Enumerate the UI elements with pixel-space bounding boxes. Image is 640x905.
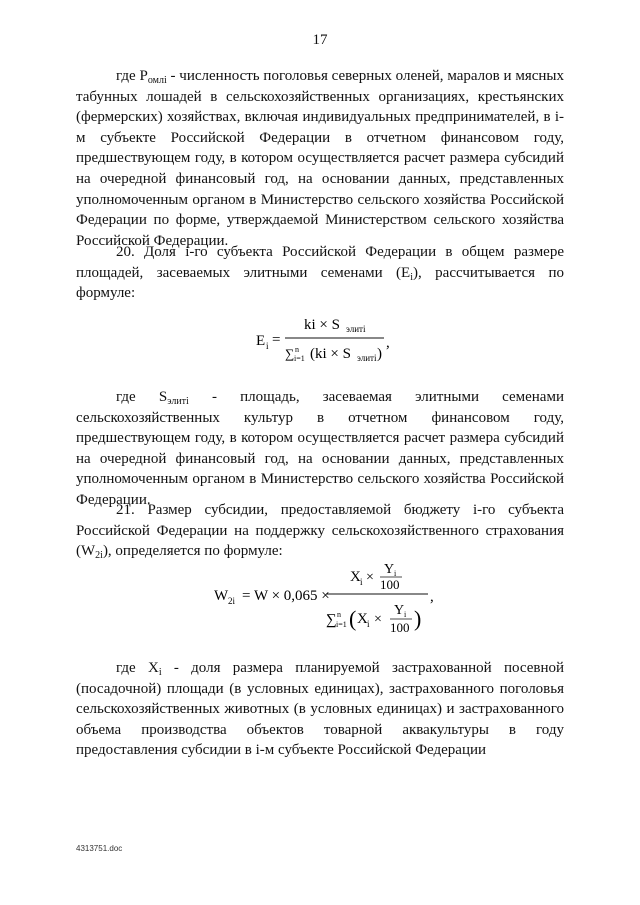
- formula1-lhs-sub: i: [266, 341, 269, 351]
- formula1-sum-top: n: [295, 345, 299, 354]
- formula2-close-paren: ): [414, 606, 422, 631]
- formula2-den-y-sub: i: [404, 610, 407, 619]
- formula1-numerator-sub: элитi: [346, 324, 366, 334]
- paragraph-p-omli-definition: [76, 66, 564, 251]
- p2-text: ), рассчитывается по формуле:: [76, 264, 564, 302]
- p4-subscript: 2i: [95, 550, 103, 562]
- formula1-lhs: E: [256, 333, 266, 349]
- p3-text: - площадь, засеваемая элитными семенами сельскохозяйственных культур в отчетном финансовом году, предшествующем году, в котором осуществляется расчет размера субсидий на очередной финансовый год, на основании данных, представленных уполномоченным органом в Министерство сельского хозяйства Российской Федерации.: [76, 389, 564, 508]
- p3-subscript: элитi: [167, 396, 189, 407]
- p3-prefix: где S: [116, 389, 168, 405]
- p2-subscript: i: [410, 271, 413, 283]
- formula1-equals: =: [272, 332, 281, 348]
- formula2-comma: ,: [430, 589, 434, 605]
- p2-prefix: 20. Доля i-го субъекта Российской Федерации в общем размере площадей, засеваемых элитными семенами (E: [76, 244, 564, 281]
- paragraph-xi-definition: [76, 658, 564, 761]
- p5-text: - доля размера планируемой застрахованной посевной (посадочной) площади (в условных единицах), застрахованного поголовья сельскохозяйственных животных (в условных единицах) и застрахованного объема производства объектов товарной аквакультуры в году предоставления субсидии в i-м субъекте Российской Федерации: [76, 660, 564, 759]
- formula2-num-hundred: 100: [380, 577, 400, 592]
- formula2-num-x-sub: i: [360, 577, 363, 587]
- formula2-den-times: ×: [374, 612, 382, 627]
- paragraph-21: [76, 500, 564, 562]
- paragraph-20: [76, 242, 564, 304]
- document-filename: 4313751.doc: [76, 844, 123, 853]
- formula2-den-hundred: 100: [390, 620, 410, 635]
- formula1-denominator: (ki × S: [310, 346, 351, 362]
- formula1-close-paren: ): [377, 346, 382, 362]
- formula2-num-y: Y: [384, 562, 395, 577]
- formula2-den-y: Y: [394, 603, 405, 618]
- p4-prefix: 21. Размер субсидии, предоставляемой бюджету i-го субъекта Российской Федерации на поддержку сельскохозяйственного страхования (W: [76, 502, 564, 560]
- formula1-sum-bottom: i=1: [294, 354, 305, 363]
- p5-prefix: где X: [116, 660, 159, 676]
- formula1-numerator: ki × S: [304, 317, 340, 333]
- formula2-sum-sign: ∑: [326, 612, 337, 628]
- p1-prefix: где P: [116, 68, 148, 84]
- p4-text: ), определяется по формуле:: [102, 543, 283, 560]
- p1-text: - численность поголовья северных оленей, маралов и мясных табунных лошадей в сельскохозяйственных организациях, крестьянских (фермерских) хозяйствах, включая индивидуальных предпринимателей, в i-м субъекте Российской Федерации в отчетном финансовом году, предшествующем году, в котором осуществляется расчет размера субсидий на очередной финансовый год, на основании данных, представленных уполномоченным органом в Министерство сельского хозяйства Российской Федерации по форме, утверждаемой Министерством сельского хозяйства Российской Федерации.: [76, 68, 564, 249]
- formula2-rhs-prefix: = W × 0,065 ×: [242, 588, 330, 604]
- formula1-comma: ,: [386, 335, 390, 351]
- formula2-sum-top: n: [337, 610, 341, 619]
- formula2-den-x-sub: i: [367, 619, 370, 629]
- formula1-sum-sign: ∑: [285, 346, 295, 361]
- formula2-lhs-sub: 2i: [228, 596, 236, 606]
- paragraph-s-elit-definition: [76, 387, 564, 511]
- formula2-open-paren: (: [349, 606, 357, 631]
- formula2-lhs: W: [214, 588, 229, 604]
- formula-w2i: [214, 561, 444, 641]
- p5-subscript: i: [158, 667, 162, 678]
- formula2-sum-bottom: i=1: [336, 620, 347, 629]
- formula-ei: [254, 311, 404, 367]
- formula2-num-y-sub: i: [394, 569, 397, 578]
- formula2-num-x: X: [350, 569, 361, 585]
- page-number: 17: [312, 32, 328, 48]
- formula1-denominator-sub: элитi: [357, 353, 377, 363]
- formula2-num-times: ×: [366, 570, 374, 585]
- formula2-den-x: X: [357, 611, 368, 627]
- p1-subscript: омлi: [147, 75, 167, 86]
